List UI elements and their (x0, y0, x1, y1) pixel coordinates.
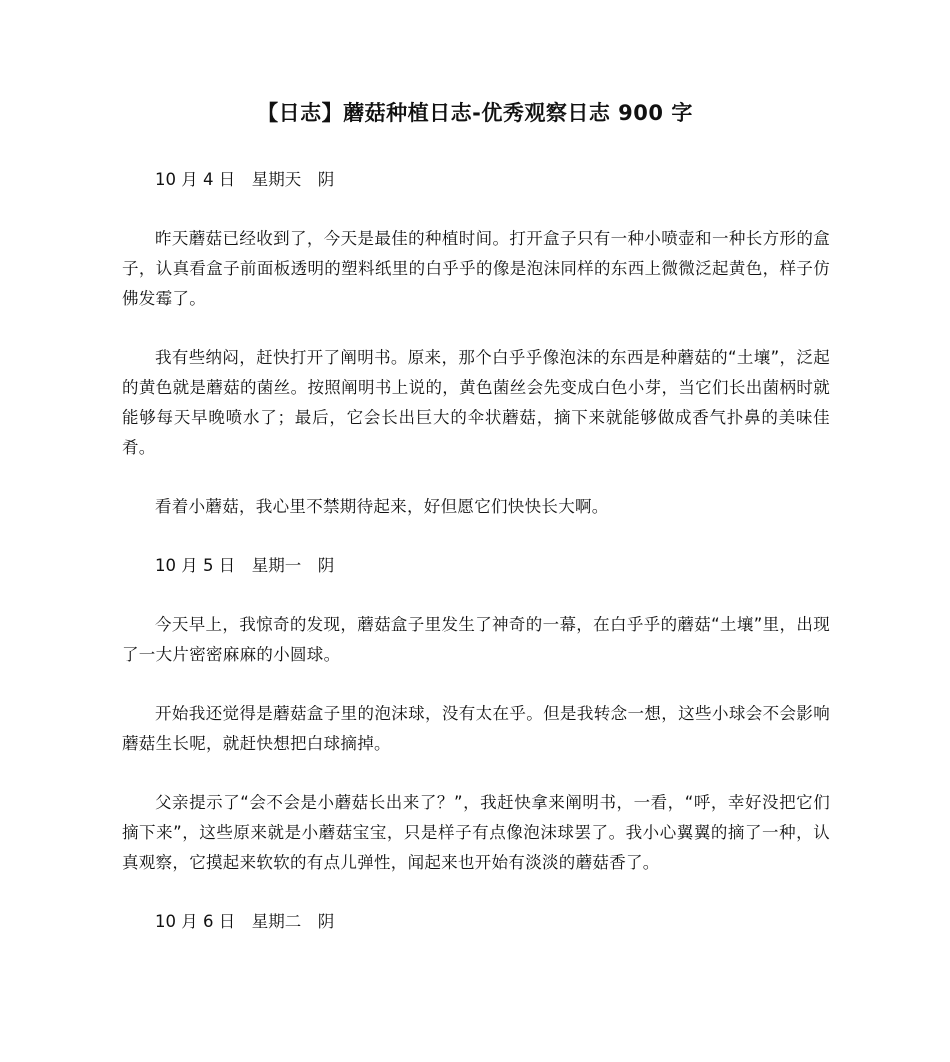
diary-paragraph: 开始我还觉得是蘑菇盒子里的泡沫球，没有太在乎。但是我转念一想，这些小球会不会影响蘑菇生长呢，就赶快想把白球摘掉。 (122, 704, 830, 753)
diary-paragraph: 看着小蘑菇，我心里不禁期待起来，好但愿它们快快长大啊。 (155, 497, 609, 516)
diary-date-line: 10 月 4 日 星期天 阴 (155, 170, 335, 189)
document-title: 【日志】蘑菇种植日志-优秀观察日志 900 字 (257, 101, 693, 125)
diary-date-line: 10 月 6 日 星期二 阴 (155, 912, 335, 931)
document-body (122, 165, 830, 937)
diary-paragraph: 今天早上，我惊奇的发现，蘑菇盒子里发生了神奇的一幕，在白乎乎的蘑菇“土壤”里，出现了一大片密密麻麻的小圆球。 (122, 615, 830, 664)
diary-date-line: 10 月 5 日 星期一 阴 (155, 556, 335, 575)
diary-paragraph: 我有些纳闷，赶快打开了阐明书。原来，那个白乎乎像泡沫的东西是种蘑菇的“土壤”，泛起的黄色就是蘑菇的菌丝。按照阐明书上说的，黄色菌丝会先变成白色小芽，当它们长出菌柄时就能够每天早晚喷水了；最后，它会长出巨大的伞状蘑菇，摘下来就能够做成香气扑鼻的美味佳肴。 (122, 348, 830, 457)
diary-paragraph: 父亲提示了“会不会是小蘑菇长出来了？”，我赶快拿来阐明书，一看，“呼，幸好没把它们摘下来”，这些原来就是小蘑菇宝宝，只是样子有点像泡沫球罢了。我小心翼翼的摘了一种，认真观察，它摸起来软软的有点儿弹性，闻起来也开始有淡淡的蘑菇香了。 (122, 793, 830, 872)
diary-paragraph: 昨天蘑菇已经收到了，今天是最佳的种植时间。打开盒子只有一种小喷壶和一种长方形的盒子，认真看盒子前面板透明的塑料纸里的白乎乎的像是泡沫同样的东西上微微泛起黄色，样子仿佛发霉了。 (122, 229, 830, 308)
